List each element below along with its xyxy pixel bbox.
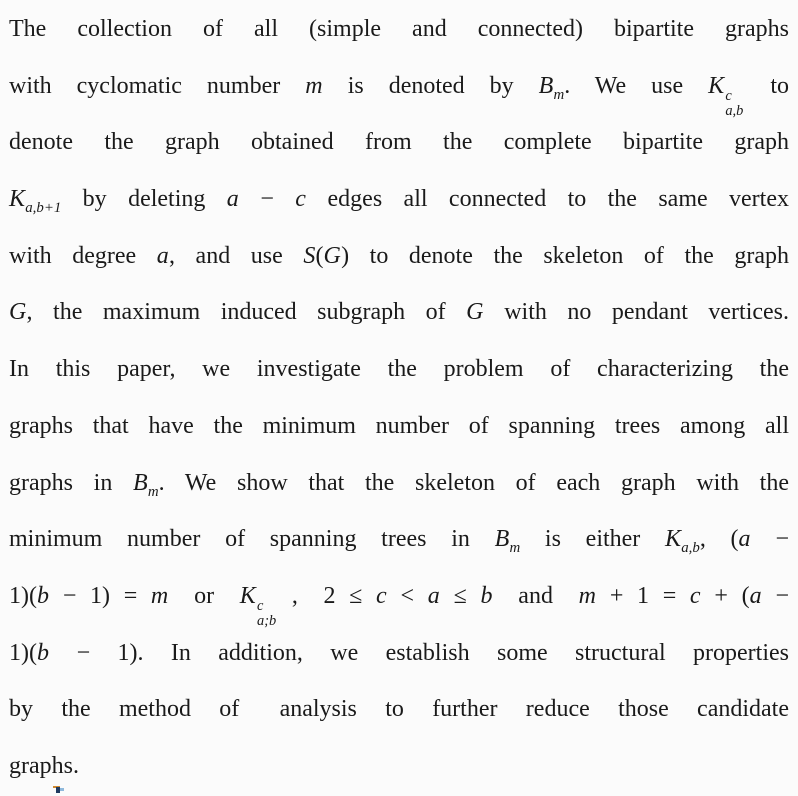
text-run: − — [238, 186, 296, 213]
text-line-7 — [9, 341, 789, 398]
text-run: − 1) = — [49, 582, 151, 609]
math-subscript: a,b+1 — [25, 199, 62, 216]
math-run: m — [578, 582, 597, 609]
text-run: with degree — [9, 242, 157, 269]
text-run: 1)( — [9, 639, 37, 666]
text-run: − 1). In addition, we establish some structural properties — [49, 639, 789, 666]
text-run: + ( — [700, 582, 750, 609]
text-run: < — [386, 582, 428, 609]
text-line-6 — [9, 284, 789, 341]
text-run: The collection of all (simple and connected) bipartite graphs — [9, 16, 789, 42]
math-run: S — [303, 242, 316, 269]
math-run: c — [376, 582, 387, 609]
math-run: G — [9, 299, 27, 326]
text-line-11 — [9, 568, 790, 630]
math-run: B — [538, 72, 554, 99]
text-run: ) to denote the skeleton of the graph — [341, 242, 789, 269]
text-run: and — [492, 582, 579, 609]
math-run: b — [36, 639, 50, 666]
text-run: 1)( — [9, 582, 37, 609]
text-run: ( — [315, 242, 324, 269]
math-run: c — [689, 582, 701, 609]
partial-cutoff-icon — [53, 786, 65, 796]
text-line-12 — [9, 625, 789, 682]
math-run: a — [226, 186, 239, 213]
math-run: B — [494, 526, 510, 553]
math-supsub: c a,b — [725, 87, 744, 119]
math-subscript: a,b — [681, 539, 700, 556]
math-subscript: m — [509, 539, 521, 556]
text-line-5 — [9, 228, 789, 285]
math-run: m — [150, 582, 169, 609]
math-run: K — [708, 72, 725, 99]
partial-cutoff-icon-blue-part — [60, 788, 64, 791]
math-supsub: c a;b — [257, 598, 277, 630]
math-run: b — [480, 582, 493, 609]
text-run: ≤ — [439, 582, 481, 609]
text-run: In this paper, we investigate the problem of characterizing the — [9, 356, 789, 383]
math-run: a — [427, 582, 440, 609]
math-run: a — [738, 526, 751, 553]
text-run: minimum number of spanning trees in — [9, 526, 495, 553]
math-subscript: m — [147, 483, 159, 500]
text-run: denote the graph obtained from the complete bipartite graph — [9, 129, 789, 156]
text-run: to — [745, 72, 790, 99]
math-run: m — [305, 72, 323, 99]
text-run: , 2 ≤ — [278, 582, 377, 609]
text-line-13 — [9, 681, 789, 738]
math-run: K — [665, 526, 682, 553]
math-run: B — [133, 469, 148, 496]
text-line-9 — [9, 455, 789, 512]
text-line-14 — [9, 738, 789, 795]
text-run: is either — [520, 526, 666, 553]
text-run: by the method of analysis to further reduce those candidate — [9, 696, 789, 723]
text-run: with cyclomatic number — [9, 72, 306, 99]
text-run: , the maximum induced subgraph of — [26, 299, 467, 326]
text-run: graphs that have the minimum number of spanning trees among all — [9, 412, 789, 439]
text-line-8 — [9, 398, 789, 455]
text-run: graphs in — [9, 469, 134, 496]
text-line-3 — [9, 114, 789, 171]
text-run: . We show that the skeleton of each graph with the — [158, 469, 789, 496]
math-run: K — [239, 582, 256, 609]
text-run: graphs. — [9, 752, 79, 779]
text-run: − — [750, 526, 790, 553]
text-run: + 1 = — [596, 582, 690, 609]
text-line-2 — [9, 58, 790, 119]
text-run: is denoted by — [322, 72, 539, 99]
math-subscript: m — [553, 86, 565, 103]
text-run: , ( — [699, 526, 739, 553]
text-run: − — [761, 582, 790, 609]
math-run: G — [323, 242, 342, 269]
text-line-1 — [9, 1, 789, 58]
text-run: with no pendant vertices. — [483, 299, 790, 326]
text-run: edges all connected to the same vertex — [306, 186, 789, 213]
math-run: K — [9, 186, 26, 213]
text-line-10 — [9, 511, 789, 568]
math-run: G — [466, 299, 484, 326]
math-run: a — [749, 582, 762, 609]
text-run: . We use — [564, 72, 709, 99]
text-run: , and use — [168, 242, 304, 269]
math-run: c — [295, 186, 307, 213]
math-run: a — [156, 242, 169, 269]
text-run: or — [168, 582, 240, 609]
math-run: b — [36, 582, 50, 609]
text-run: by deleting — [61, 186, 227, 213]
text-line-4 — [9, 171, 789, 228]
